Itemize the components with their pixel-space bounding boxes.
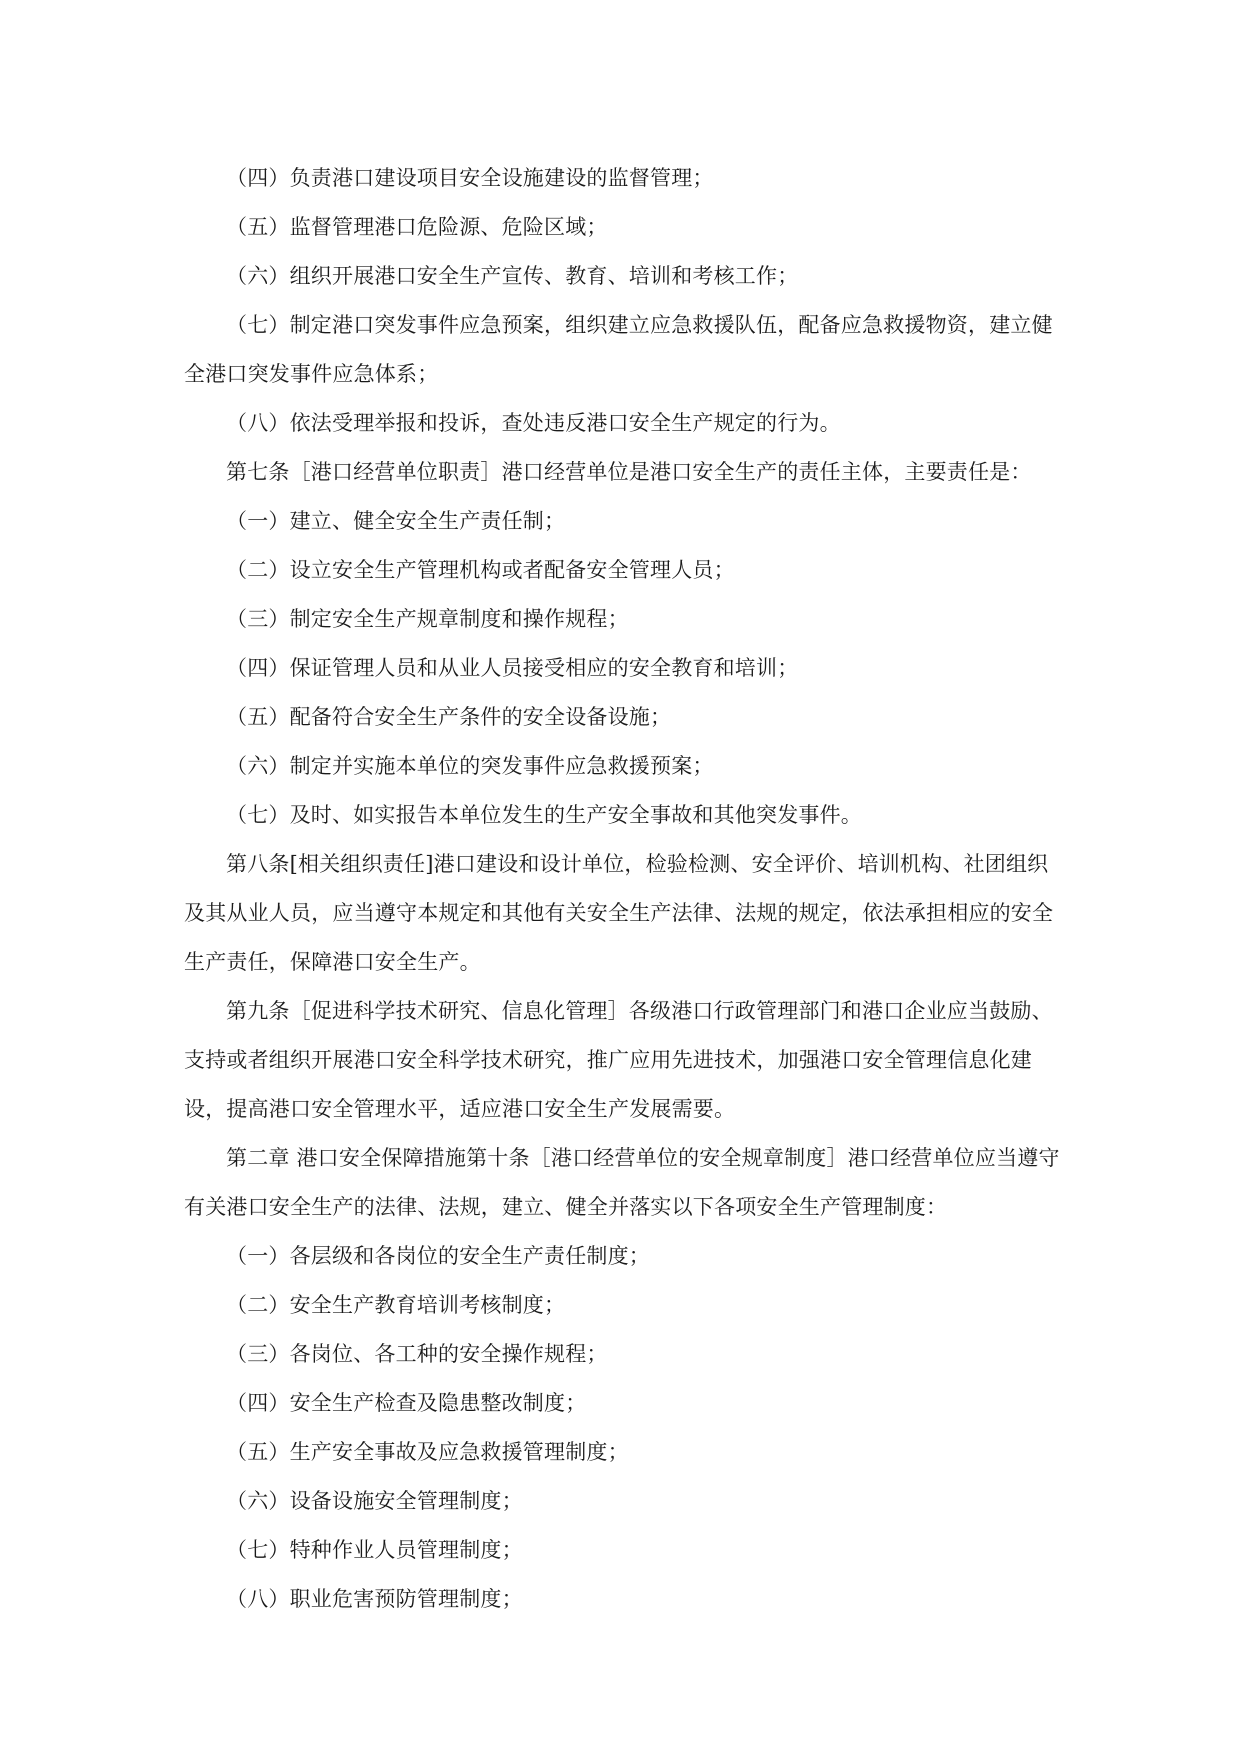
paragraph-art10-item-8: （八）职业危害预防管理制度；: [226, 1587, 523, 1611]
paragraph-item-5-hazard-sources: （五）监督管理港口危险源、危险区域；: [226, 215, 608, 239]
paragraph-item-6-training: （六）组织开展港口安全生产宣传、教育、培训和考核工作；: [226, 264, 799, 288]
paragraph-article-7: 第七条［港口经营单位职责］港口经营单位是港口安全生产的责任主体，主要责任是：: [226, 460, 1032, 484]
paragraph-art10-item-6: （六）设备设施安全管理制度；: [226, 1489, 523, 1513]
paragraph-art7-item-4: （四）保证管理人员和从业人员接受相应的安全教育和培训；: [226, 656, 799, 680]
document-body: [184, 154, 1066, 1624]
paragraph-art10-item-1: （一）各层级和各岗位的安全生产责任制度；: [226, 1244, 650, 1268]
paragraph-item-8-complaints: （八）依法受理举报和投诉，查处违反港口安全生产规定的行为。: [226, 411, 841, 435]
paragraph-art10-item-7: （七）特种作业人员管理制度；: [226, 1538, 523, 1562]
paragraph-art10-item-5: （五）生产安全事故及应急救援管理制度；: [226, 1440, 629, 1464]
paragraph-art7-item-2: （二）设立安全生产管理机构或者配备安全管理人员；: [226, 558, 735, 582]
paragraph-art10-item-4: （四）安全生产检查及隐患整改制度；: [226, 1391, 587, 1415]
paragraph-item-4-supervise-construction: （四）负责港口建设项目安全设施建设的监督管理；: [226, 166, 714, 190]
paragraph-art10-item-3: （三）各岗位、各工种的安全操作规程；: [226, 1342, 608, 1366]
paragraph-art7-item-6: （六）制定并实施本单位的突发事件应急救援预案；: [226, 754, 714, 778]
paragraph-art7-item-3: （三）制定安全生产规章制度和操作规程；: [226, 607, 629, 631]
paragraph-art7-item-7: （七）及时、如实报告本单位发生的生产安全事故和其他突发事件。: [226, 803, 862, 827]
paragraph-article-8: 第八条[相关组织责任]港口建设和设计单位，检验检测、安全评价、培训机构、社团组织及其从业人员，应当遵守本规定和其他有关安全生产法律、法规的规定，依法承担相应的安全生产责任，保障港口安全生产。: [184, 852, 1054, 974]
paragraph-chapter-2-article-10: 第二章 港口安全保障措施第十条［港口经营单位的安全规章制度］港口经营单位应当遵守有关港口安全生产的法律、法规，建立、健全并落实以下各项安全生产管理制度：: [184, 1146, 1060, 1219]
paragraph-article-9: 第九条［促进科学技术研究、信息化管理］各级港口行政管理部门和港口企业应当鼓励、支持或者组织开展港口安全科学技术研究，推广应用先进技术，加强港口安全管理信息化建设，提高港口安全管理水平，适应港口安全生产发展需要。: [184, 999, 1053, 1121]
paragraph-art7-item-5: （五）配备符合安全生产条件的安全设备设施；: [226, 705, 672, 729]
paragraph-art10-item-2: （二）安全生产教育培训考核制度；: [226, 1293, 566, 1317]
paragraph-art7-item-1: （一）建立、健全安全生产责任制；: [226, 509, 566, 533]
paragraph-item-7-emergency-plan: （七）制定港口突发事件应急预案，组织建立应急救援队伍，配备应急救援物资，建立健全港口突发事件应急体系；: [184, 313, 1053, 386]
